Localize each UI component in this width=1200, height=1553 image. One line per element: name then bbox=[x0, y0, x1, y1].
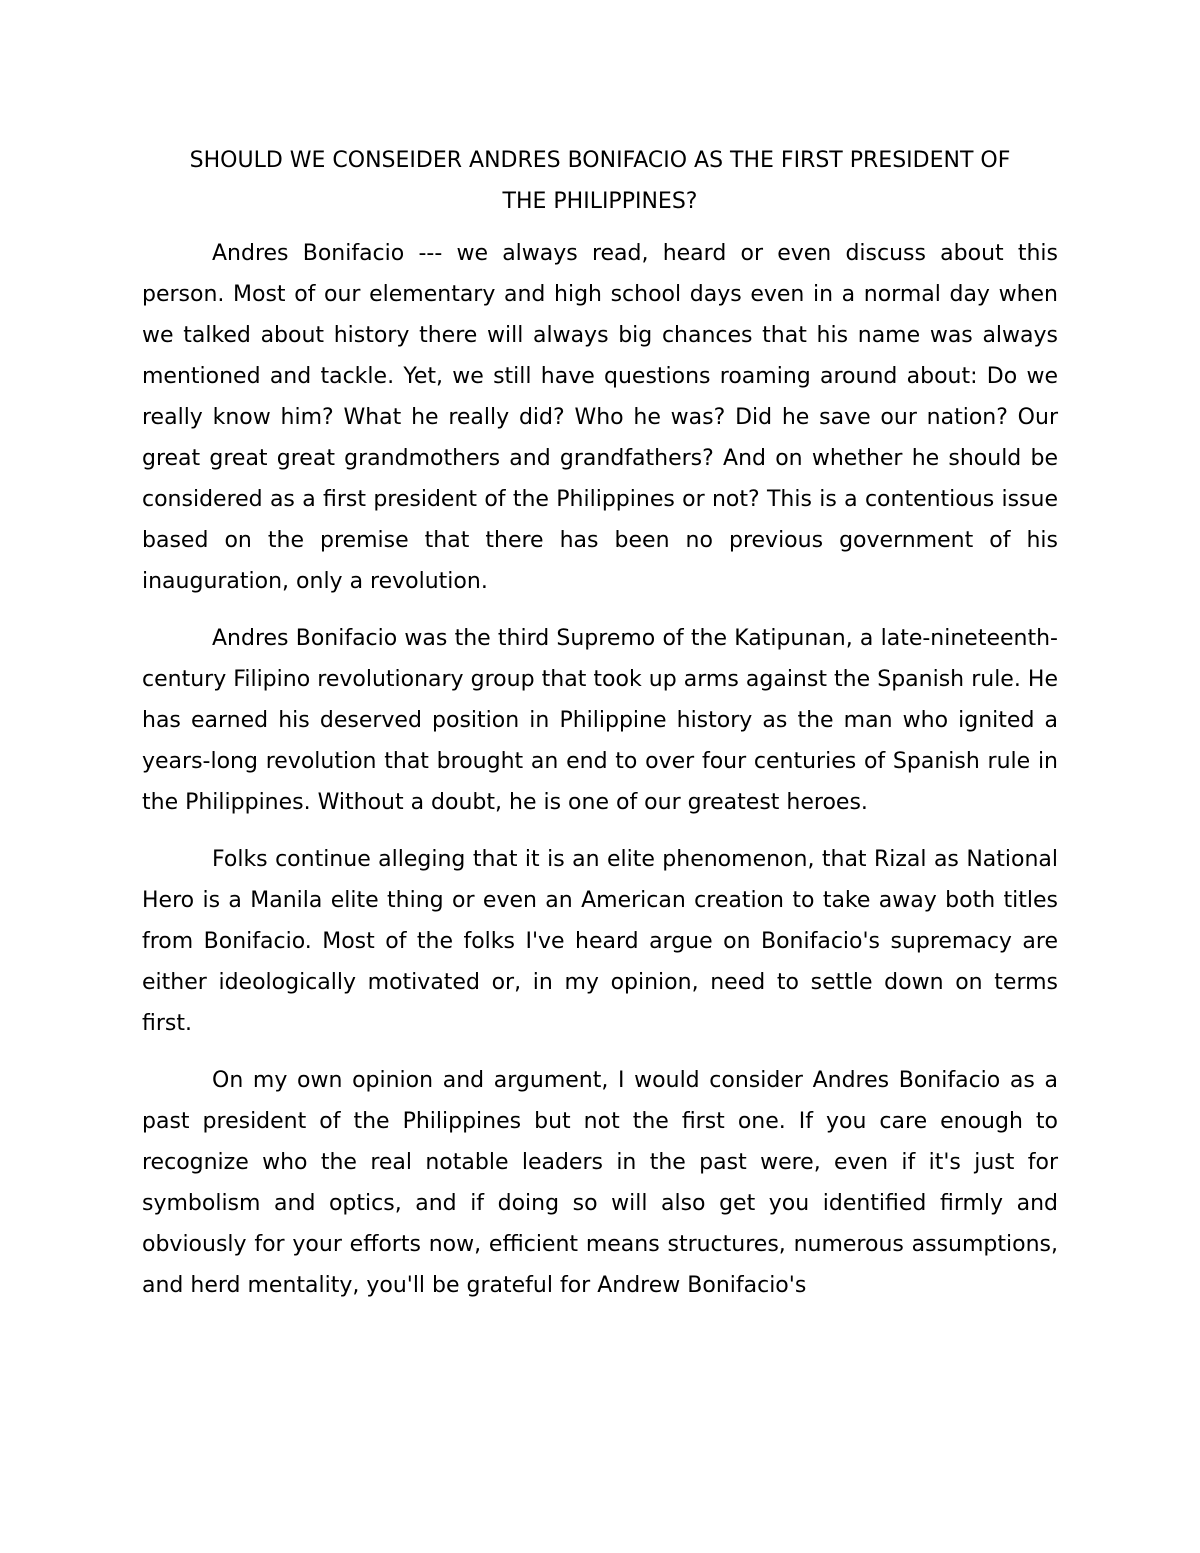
page-title bbox=[142, 140, 1058, 222]
document-body bbox=[142, 233, 1058, 1322]
paragraph-4: On my own opinion and argument, I would consider Andres Bonifacio as a past president of the Philippines but not the first one. If you care enough to recognize who the real notable leaders in the past were, even if it's just for symbolism and optics, and if doing so will also get you identified firmly and obviously for your efforts now, efficient means structures, numerous assumptions, and herd mentality, you'll be grateful for Andrew Bonifacio's bbox=[142, 1068, 1058, 1298]
title-line-2: THE PHILIPPINES? bbox=[502, 189, 698, 214]
paragraph-1: Andres Bonifacio --- we always read, heard or even discuss about this person. Most of our elementary and high school days even in a normal day when we talked about history there will always big chances that his name was always mentioned and tackle. Yet, we still have questions roaming around about: Do we really know him? What he really did? Who he was? Did he save our nation? Our great great great grandmothers and grandfathers? And on whether he should be considered as a first president of the Philippines or not? This is a contentious issue based on the premise that there has been no previous government of his inauguration, only a revolution. bbox=[142, 241, 1058, 594]
paragraph-3: Folks continue alleging that it is an elite phenomenon, that Rizal as National Hero is a Manila elite thing or even an American creation to take away both titles from Bonifacio. Most of the folks I've heard argue on Bonifacio's supremacy are either ideologically motivated or, in my opinion, need to settle down on terms first. bbox=[142, 847, 1058, 1036]
title-line-1: SHOULD WE CONSEIDER ANDRES BONIFACIO AS THE FIRST PRESIDENT OF bbox=[189, 148, 1011, 173]
paragraph-2: Andres Bonifacio was the third Supremo of the Katipunan, a late-nineteenth-century Filipino revolutionary group that took up arms against the Spanish rule. He has earned his deserved position in Philippine history as the man who ignited a years-long revolution that brought an end to over four centuries of Spanish rule in the Philippines. Without a doubt, he is one of our greatest heroes. bbox=[142, 626, 1058, 815]
